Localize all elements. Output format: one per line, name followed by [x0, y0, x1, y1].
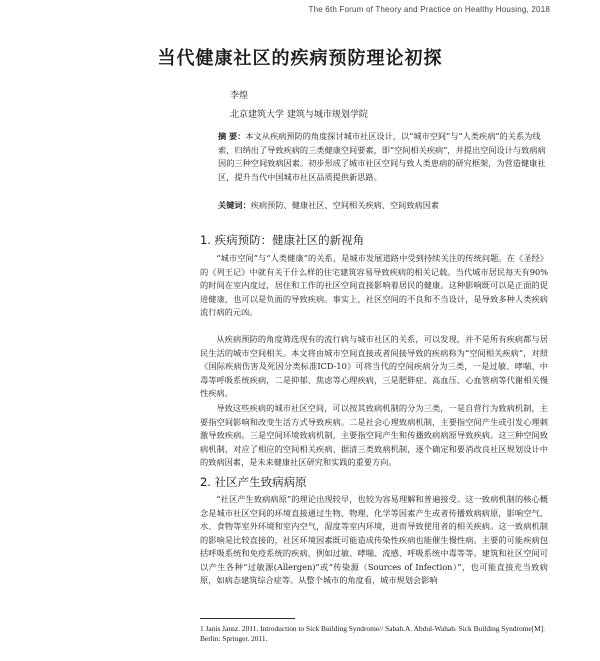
- keywords-label: 关键词：: [218, 200, 251, 210]
- running-header: The 6th Forum of Theory and Practice on Healthy Housing, 2018: [308, 5, 550, 14]
- keywords-text: 疾病预防、健康社区、空间相关疾病、空间致病因素: [250, 200, 440, 210]
- abstract-label: 摘 要：: [218, 131, 246, 141]
- abstract-text: 本文从疾病预防的角度探讨城市社区设计，以“城市空间”与“人类疾病”的关系为线索，归纳出了导致疾病的三类健康空间要素，即“空间相关疾病”，并提出空间设计与致病病因的三种空间致病因素。初步形成了城市社区空间与致人类患病的研究框架，为营造健康社区，提升当代中国城市社区品质提供新思路。: [218, 131, 546, 182]
- paper-title: 当代健康社区的疾病预防理论初探: [157, 48, 443, 69]
- author-affiliation: 北京建筑大学 建筑与城市规划学院: [230, 110, 368, 120]
- footnote: 1 Janis Jansz. 2011. Introduction to Sick Building Syndrome// Sabah.A. Abdul-Wahab. Sick Building Syndrome[M]. Berlin: Springer. 2011.: [200, 624, 546, 643]
- footnote-rule: [200, 618, 295, 619]
- section-1-paragraph-2: 从疾病预防的角度筛选现有的流行病与城市社区的关系，可以发现，并不是所有疾病都与居民生活的城市空间相关。本文将由城市空间直接或者间接导致的疾病称为“空间相关疾病”，对照《国际疾病伤害及死因分类标准ICD-10》可将当代的空间疾病分为三类，一是过敏、哮喘、中毒等呼吸系统疾病，二是抑郁、焦虑等心理疾病，三是肥胖症、高血压、心血管病等代谢相关慢性疾病。: [200, 334, 548, 398]
- section-1-paragraph-3: 导致这些疾病的城市社区空间，可以按其致病机制的分为三类，一是自营行为致病机制，主要指空间影响和改变生活方式导致疾病。二是社会心理致病机制，主要指空间产生或引发心理刺激导致疾病。三是空间环境致病机制，主要指空间产生和传播致病病原导致疾病。这三种空间致病机制，对应了相应的空间相关疾病、据清三类致病机制，逐个确定和要消改良社区规划设计中的致病因素，是未来健康社区研究和实践的重要方向。: [200, 403, 548, 467]
- section-2-paragraph-1: “社区产生致病病原”的理论出现较早，也较为容易理解和普遍接受。这一致病机制的核心概念是城市社区空间的环境直接通过生物、物理、化学等因素产生或者传播致病病原，影响空气、水、食物等室外环境和室内空气，湿度等室内环境，进而导致使用者的相关疾病。这一致病机制的影响是比较直接的，社区环境因素既可能造成传染性疾病也能催生慢性病。主要的可能疾病包括呼吸系统和免疫系统的疾病，例如过敏、哮喘、流感、呼吸系统中毒等等。建筑和社区空间可以产生各种“过敏源(Allergen)”或“传染源（Sources of Infection）”，也可能直接充当致病原，如病态建筑综合症等。从整个城市的角度看，城市规划会影响: [200, 494, 548, 585]
- keywords: [218, 199, 548, 213]
- section-heading-2: 2. 社区产生致病病原: [200, 475, 307, 489]
- section-1-paragraph-1: “城市空间”与“人类健康”的关系，是城市发展道路中受到持续关注的传统问题。在《圣经》的《列王记》中就有关于什么样的住宅建筑容易导致疾病的相关记载。当代城市居民每天有90%的时间在室内度过，居住和工作的社区空间直接影响着居民的健康。这种影响既可以是正面的促进健康，也可以是负面的导致疾病。事实上，社区空间的不良和不当设计，是导致多种人类疾病流行病的元凶。: [200, 253, 548, 317]
- author-name: 李煌: [230, 91, 249, 101]
- abstract: [218, 130, 548, 184]
- section-heading-1: 1. 疾病预防：健康社区的新视角: [200, 233, 365, 247]
